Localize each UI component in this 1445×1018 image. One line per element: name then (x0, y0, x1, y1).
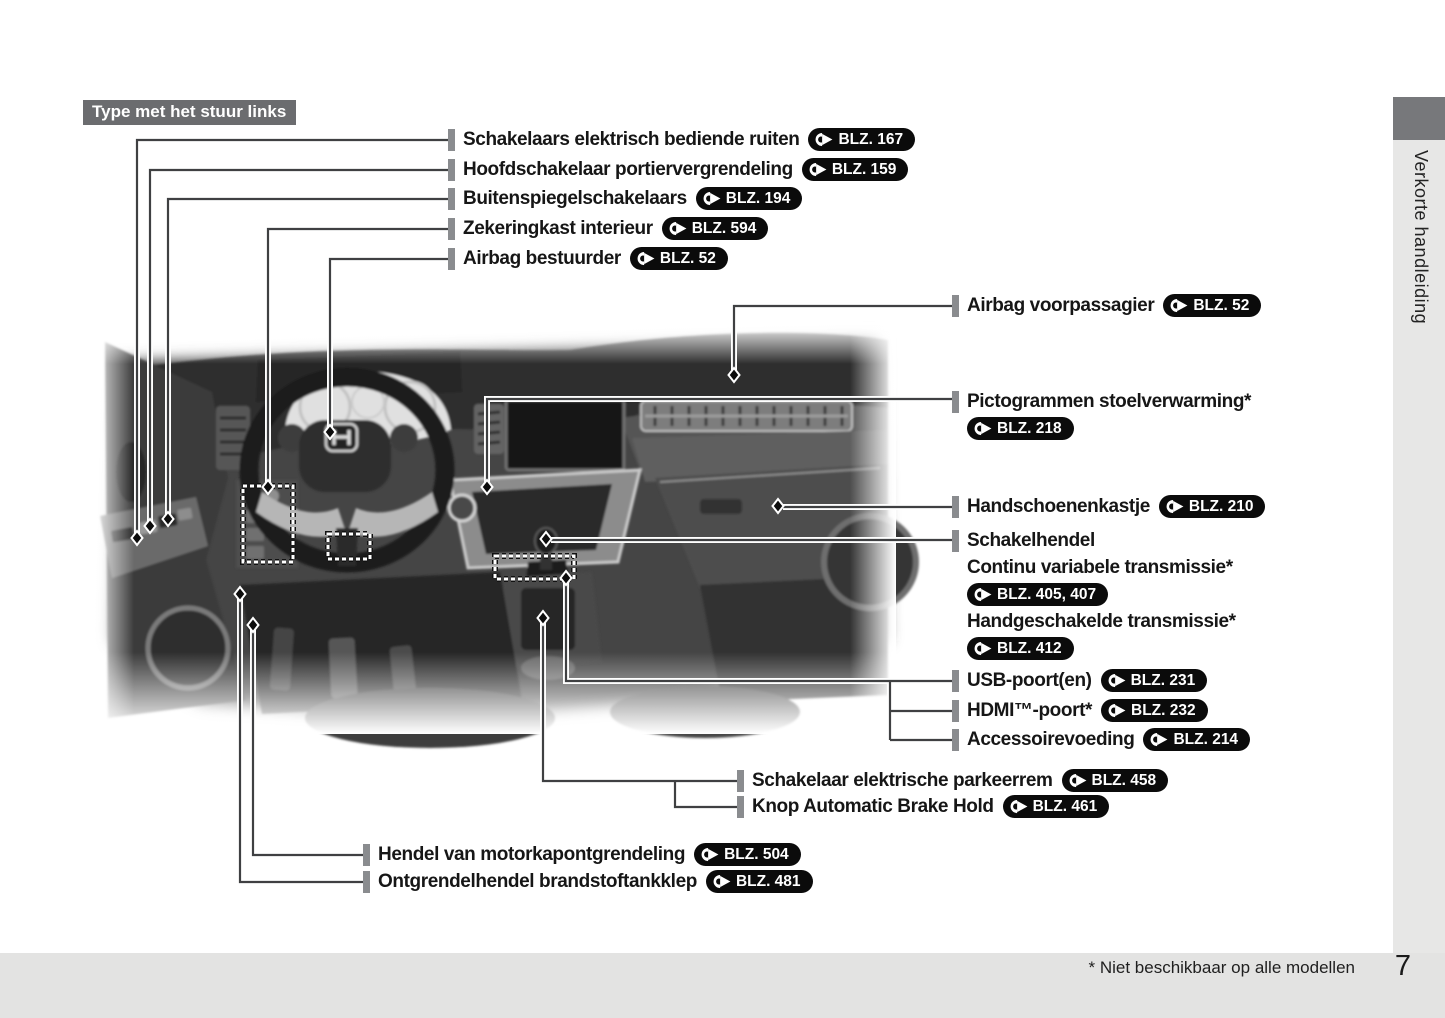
callout-door-lock-master (448, 158, 908, 181)
callout-bar (952, 530, 959, 552)
callout-label: Hoofdschakelaar portiervergrendeling (463, 158, 793, 180)
callout-label: Accessoirevoeding (967, 728, 1135, 750)
callout-hdmi (952, 699, 1208, 722)
page-ref-pill: BLZ. 594 (662, 217, 769, 240)
callout-bar (952, 670, 959, 692)
callout-usb (952, 669, 1207, 692)
callout-label: Pictogrammen stoelverwarming* (967, 390, 1252, 412)
see-page-icon (1067, 773, 1089, 788)
see-page-icon (972, 421, 994, 436)
page-ref-pill: BLZ. 52 (1163, 294, 1261, 317)
callout-glove-box (952, 495, 1265, 518)
callout-shift-lever (952, 527, 1236, 662)
callout-label: Ontgrendelhendel brandstoftankklep (378, 870, 697, 892)
see-page-icon (701, 191, 723, 206)
callout-label: Hendel van motorkapontgrendeling (378, 843, 686, 865)
sidebar-chapter-block (1393, 97, 1445, 140)
sidebar-title: Verkorte handleiding (1411, 150, 1431, 325)
callout-brake-hold (737, 795, 1109, 818)
callout-label: Airbag bestuurder (463, 247, 621, 269)
page-ref-pill: BLZ. 159 (802, 158, 909, 181)
callout-label: Handschoenenkastje (967, 495, 1150, 517)
callout-accessory-power (952, 728, 1250, 751)
callout-label: Schakelhendel (967, 529, 1095, 551)
page-ref-pill: BLZ. 218 (967, 417, 1074, 440)
see-page-icon (1106, 703, 1128, 718)
page-ref-pill: BLZ. 481 (706, 870, 813, 893)
footnote: * Niet beschikbaar op alle modellen (1088, 958, 1355, 977)
page-ref-pill: BLZ. 167 (808, 128, 915, 151)
see-page-icon (972, 587, 994, 602)
page-ref-pill: BLZ. 232 (1101, 699, 1208, 722)
see-page-icon (635, 251, 657, 266)
callout-bar (363, 844, 370, 866)
page-ref-pill: BLZ. 405, 407 (967, 583, 1108, 606)
callout-bar (952, 496, 959, 518)
see-page-icon (813, 132, 835, 147)
page-ref-pill: BLZ. 231 (1101, 669, 1208, 692)
page-number: 7 (1394, 950, 1412, 982)
callout-fuse-box (448, 217, 768, 240)
page-ref-pill: BLZ. 214 (1143, 728, 1250, 751)
page-ref-pill: BLZ. 458 (1062, 769, 1169, 792)
callout-bar (952, 295, 959, 317)
callout-label: Handgeschakelde transmissie* (967, 610, 1236, 632)
callout-bar (448, 188, 455, 210)
callout-label: HDMI™-poort* (967, 699, 1093, 721)
callout-mirror-switches (448, 187, 802, 210)
page-ref-pill: BLZ. 210 (1159, 495, 1266, 518)
callout-driver-airbag (448, 247, 728, 270)
callout-seat-heating (952, 388, 1251, 442)
callout-label: USB-poort(en) (967, 669, 1092, 691)
callout-bar (448, 248, 455, 270)
page-ref-pill: BLZ. 412 (967, 637, 1074, 660)
see-page-icon (699, 847, 721, 862)
callout-bar (952, 700, 959, 722)
page-ref-pill: BLZ. 504 (694, 843, 801, 866)
see-page-icon (1148, 732, 1170, 747)
callout-bar (952, 391, 959, 413)
callout-hood-release (363, 843, 801, 866)
see-page-icon (972, 641, 994, 656)
see-page-icon (1106, 673, 1128, 688)
callout-bar (737, 796, 744, 818)
callout-power-windows (448, 128, 915, 151)
callout-bar (448, 129, 455, 151)
callout-label: Zekeringkast interieur (463, 217, 653, 239)
page-ref-pill: BLZ. 461 (1003, 795, 1110, 818)
page-tag: Type met het stuur links (83, 100, 296, 125)
see-page-icon (1008, 799, 1030, 814)
see-page-icon (807, 162, 829, 177)
callout-label: Buitenspiegelschakelaars (463, 187, 687, 209)
see-page-icon (667, 221, 689, 236)
callout-bar (448, 159, 455, 181)
page-ref-pill: BLZ. 52 (630, 247, 728, 270)
callout-label: Schakelaar elektrische parkeerrem (752, 769, 1053, 791)
see-page-icon (1168, 298, 1190, 313)
callout-label: Schakelaars elektrisch bediende ruiten (463, 128, 800, 150)
callout-label: Continu variabele transmissie* (967, 556, 1233, 578)
callout-label: Airbag voorpassagier (967, 294, 1155, 316)
callout-bar (952, 729, 959, 751)
callout-bar (363, 871, 370, 893)
callout-bar (448, 218, 455, 240)
page-ref-pill: BLZ. 194 (696, 187, 803, 210)
callout-parking-brake (737, 769, 1168, 792)
callout-fuel-lid-release (363, 870, 813, 893)
callout-passenger-airbag (952, 294, 1261, 317)
callout-bar (737, 770, 744, 792)
see-page-icon (1164, 499, 1186, 514)
see-page-icon (711, 874, 733, 889)
callout-label: Knop Automatic Brake Hold (752, 795, 994, 817)
